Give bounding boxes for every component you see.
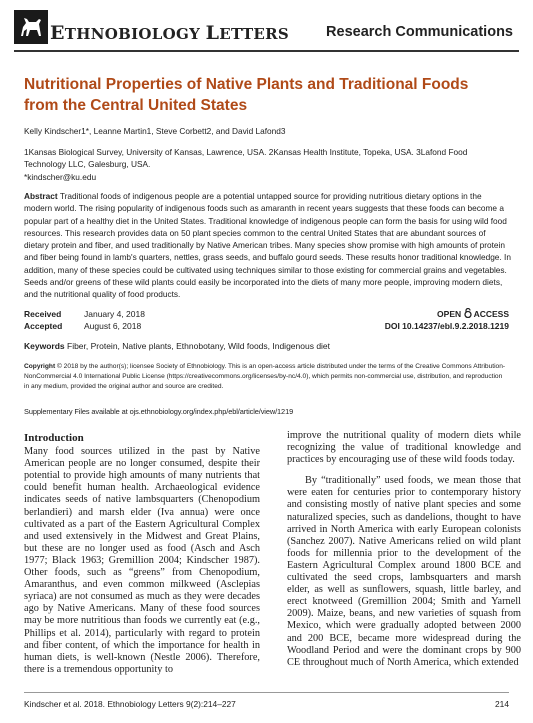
body-paragraph: Many food sources utilized in the past by Native American people are no longer consumed, despite their potential to provide high amounts of many nutrients that could benefit human health. Archaeological evidence indicates seeds of native lambsquarters (Chenopodium berlandieri) and marsh elder (Iva annua) were once cultivated as a part of the Eastern Agricultural Complex and used extensively in the Midwest and Great Plains, but these are no longer used as food (Asch and Asch 1977; Black 1963; Gremillion 2004; Kindscher 1987). Other foods, such as “greens” from Chenopodium, Amaranthus, and even common milkweed (Asclepias syriaca) are not consumed as much as they were decades ago by Native Americans. Many of these food sources may be more nutritious than foods we currently eat (e.g., Phillips et al. 2014), particularly with regard to protein and fiber content, of which the importance for health in human diets, is well-known (Nestle 2006). Therefore, there is a tremendous opportunity to (24, 446, 260, 675)
page-number: 214 (495, 699, 509, 709)
keywords-label: Keywords (24, 341, 65, 351)
footer-divider (24, 692, 509, 693)
abstract-text: Traditional foods of indigenous people are a potential untapped source for providing nutritious dietary options in the modern world. The rising popularity of indigenous foods such as amaranth in recent years suggests that these foods can become a popular part of a healthy diet in the United States. Traditional knowledge of indigenous people can form the basis for using wild food resources. This research provides data on 50 plant species common to the central United States that are abundant sources of dietary protein and fiber, and used traditionally by Native American tribes. Many species show promise with high amounts of protein and fiber being found in lamb's quarters, nettles, grass seeds, and buffalo gourd seeds. These results honor traditional knowledge. In addition, many of these species could be cultivated using techniques similar to those existing for commercial grains and vegetables. Seeds and/or greens of these wild plants could easily be incorporated into the diets of many more people, improving modern diets, and the nutritional quality of food products. (24, 191, 511, 300)
logo-word-2: ETTERS (219, 25, 290, 43)
corresponding-email[interactable]: *kindscher@ku.edu (24, 172, 97, 182)
article-dates (24, 308, 145, 332)
open-access-lock-icon (464, 308, 472, 318)
accepted-label: Accepted (24, 321, 63, 331)
accepted-date: August 6, 2018 (84, 321, 142, 331)
footer-citation: Kindscher et al. 2018. Ethnobiology Letters 9(2):214–227 (24, 699, 236, 709)
abstract (24, 190, 511, 301)
abstract-label: Abstract (24, 191, 58, 201)
received-date: January 4, 2018 (84, 309, 145, 319)
body-paragraph: By “traditionally” used foods, we mean those that were eaten for centuries prior to contemporary history and consisting mostly of native plant species and some naturalized species, such as dandelions, thought to have arrived in North America with early European colonists (Sanchez 2007). Native Americans relied on wild plant foods for millennia prior to the development of the Eastern Agricultural Complex around 1800 BCE and cultivated the seed crops, lambsquarters and marsh elder, as well as sunflowers, squash, little barley, and erect knotweed (Gremillion 2004; Smith and Yarnell 2009). Maize, beans, and new varieties of squash from Mexico, which were gradually adopted between 2000 and 200 BCE, became more widespread during the Woodland Period and were the dominant crops by 900 CE throughout much of North America, which extended (287, 475, 521, 668)
logo-word-1: THNOBIOLOGY (64, 25, 206, 43)
open-access-label (385, 308, 509, 320)
affiliations: 1Kansas Biological Survey, University of Kansas, Lawrence, USA. 2Kansas Health Institute, Topeka, USA. 3Lafond Food Technology LLC, Galesburg, USA. (24, 147, 468, 169)
logo-initial-e: E (50, 22, 65, 44)
received-label: Received (24, 309, 62, 319)
article-title: Nutritional Properties of Native Plants and Traditional Foods from the Central United States (24, 76, 469, 114)
author-list: Kelly Kindscher1*, Leanne Martin1, Steve Corbett2, and David Lafond3 (24, 126, 286, 136)
body-paragraph: improve the nutritional quality of modern diets while recognizing the value of traditional knowledge and practices by encouraging use of these wild foods today. (287, 430, 521, 466)
keywords-text: Fiber, Protein, Native plants, Ethnobotany, Wild foods, Indigenous diet (67, 341, 331, 351)
keywords (24, 341, 330, 351)
doi[interactable]: DOI 10.14237/ebl.9.2.2018.1219 (384, 321, 509, 331)
journal-name (50, 22, 289, 44)
section-heading: Introduction (24, 432, 84, 444)
section-label: Research Communications (326, 24, 513, 40)
journal-logo-icon (14, 10, 48, 44)
access-info (385, 308, 509, 332)
copyright-notice (24, 362, 509, 392)
header-divider (14, 50, 519, 52)
open-text: OPEN (437, 309, 462, 319)
body-column-right (287, 430, 521, 669)
supplementary-files-link[interactable]: Supplementary Files available at ojs.ethnobiology.org/index.php/ebl/article/view/1219 (24, 407, 294, 416)
logo-initial-l: L (205, 22, 220, 44)
copyright-label: Copyright (24, 363, 56, 370)
copyright-text: © 2018 by the author(s); licensee Society of Ethnobiology. This is an open-access article distributed under the terms of the Creative Commons Attribution-NonCommercial 4.0 International Public License (https://creativecommons.org/licenses/by-nc/4.0), which permits non-commercial use, distribution, and reproduction in any medium, provided the original author and source are credited. (24, 363, 506, 390)
body-column-left (24, 432, 260, 676)
access-text: ACCESS (473, 309, 509, 319)
journal-header (0, 8, 533, 48)
